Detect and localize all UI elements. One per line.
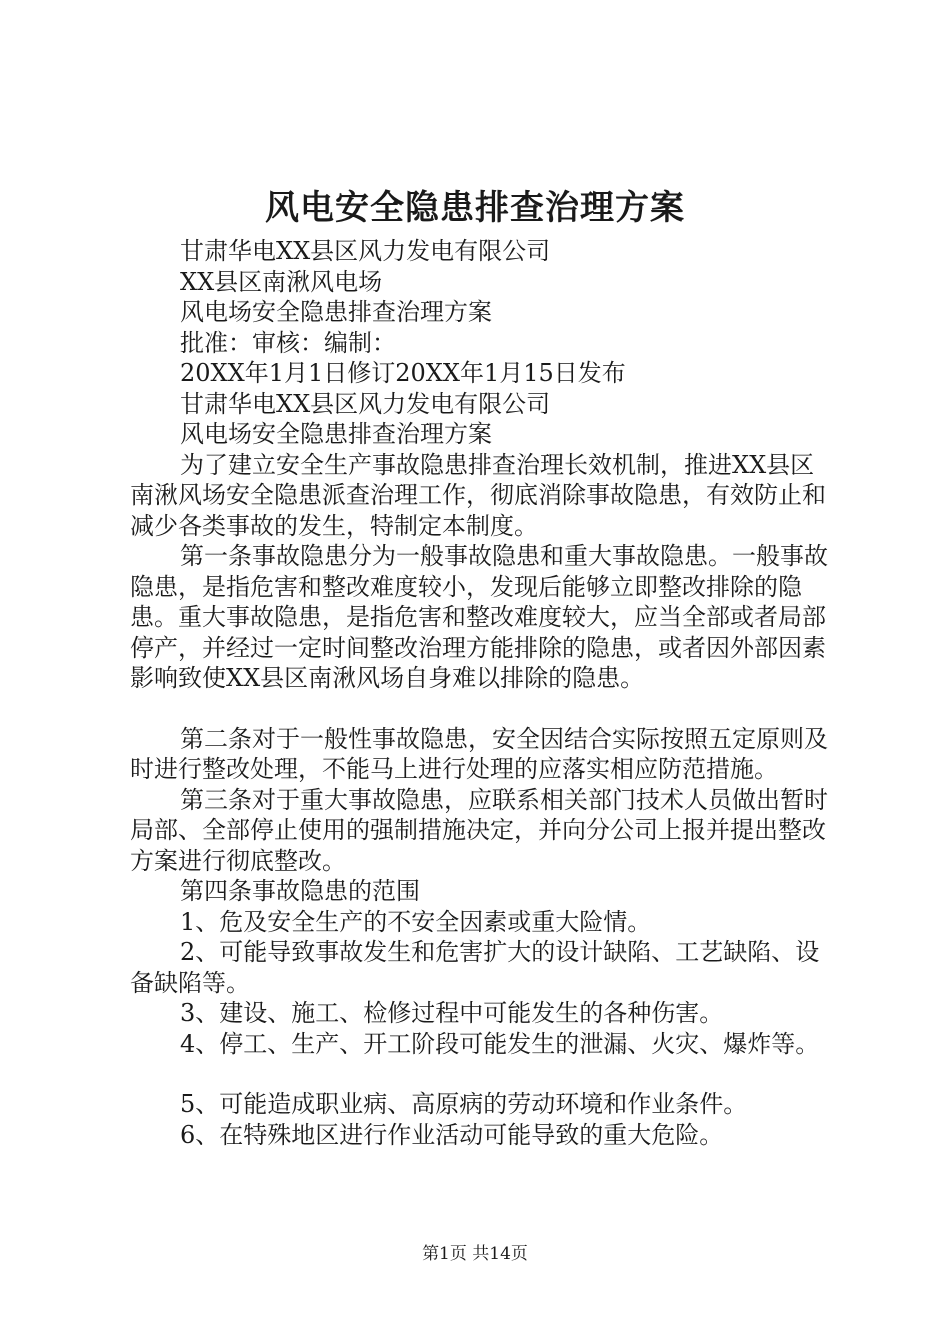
list-item: 6、在特殊地区进行作业活动可能导致的重大危险。: [180, 1120, 724, 1149]
header-line-plan: 风电场安全隐患排查治理方案: [180, 298, 492, 326]
header-line-plan-repeat: 风电场安全隐患排查治理方案: [180, 420, 492, 448]
list-item: 5、可能造成职业病、高原病的劳动环境和作业条件。: [180, 1090, 748, 1118]
paragraph-article-2: 第二条对于一般性事故隐患，安全因结合实际按照五定原则及时进行整改处理，不能马上进行处理的应落实相应防范措施。: [130, 724, 828, 783]
list-item: 2、可能导致事故发生和危害扩大的设计缺陷、工艺缺陷、设备缺陷等。: [130, 938, 820, 997]
list-gap: [130, 1059, 830, 1089]
header-line-company-repeat: 甘肃华电XX县区风力发电有限公司: [180, 389, 551, 418]
header-line-dates: 20XX年1月1日修订20XX年1月15日发布: [180, 359, 626, 387]
list-item: 1、危及安全生产的不安全因素或重大险情。: [180, 907, 652, 936]
page-footer: 第1页 共14页: [422, 1244, 528, 1264]
header-line-approval: 批准：审核：编制：: [180, 328, 396, 357]
paragraph-article-4-heading: 第四条事故隐患的范围: [180, 877, 420, 905]
header-line-company: 甘肃华电XX县区风力发电有限公司: [180, 237, 551, 265]
paragraph-gap: [130, 694, 830, 724]
paragraph-article-1: 第一条事故隐患分为一般事故隐患和重大事故隐患。一般事故隐患，是指危害和整改难度较小，发现后能够立即整改排除的隐患。重大事故隐患，是指危害和整改难度较大，应当全部或者局部停产，并经过一定时间整改治理方能排除的隐患，或者因外部因素影响致使XX县区南湫风场自身难以排除的隐患。: [130, 542, 828, 692]
list-item: 4、停工、生产、开工阶段可能发生的泄漏、火灾、爆炸等。: [180, 1029, 820, 1058]
paragraph-intro: 为了建立安全生产事故隐患排查治理长效机制，推进XX县区南湫风场安全隐患派查治理工作，彻底消除事故隐患，有效防止和减少各类事故的发生，特制定本制度。: [130, 450, 826, 540]
document-body: [130, 236, 830, 1150]
header-line-site: XX县区南湫风电场: [180, 267, 383, 296]
list-item: 3、建设、施工、检修过程中可能发生的各种伤害。: [180, 999, 724, 1027]
paragraph-article-3: 第三条对于重大事故隐患，应联系相关部门技术人员做出暂时局部、全部停止使用的强制措施决定，并向分公司上报并提出整改方案进行彻底整改。: [130, 785, 828, 875]
document-title: 风电安全隐患排查治理方案: [265, 188, 685, 228]
